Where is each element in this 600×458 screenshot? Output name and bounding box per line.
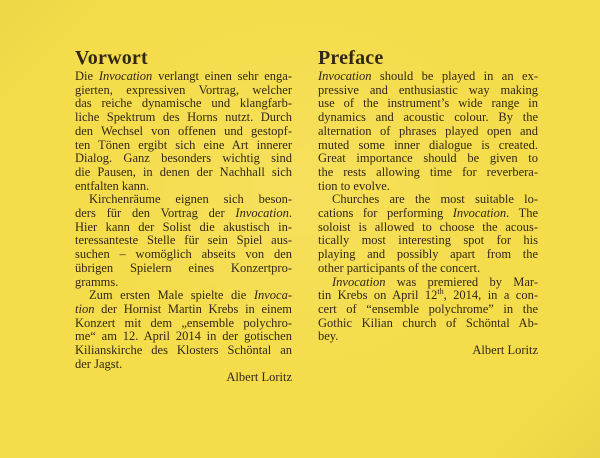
text-line: muted some inner dialogue is created.: [318, 137, 538, 152]
text-line: gramms.: [75, 274, 119, 289]
text-line: das reiche dynamische und klangfarb-: [75, 96, 292, 111]
paragraph: [318, 193, 538, 275]
column-heading-english: Preface: [318, 47, 384, 69]
text-line: Die Invocation verlangt einen sehr enga-: [75, 69, 292, 83]
text-line: Great importance should be given to: [318, 151, 538, 166]
paragraph: [75, 70, 292, 193]
text-line: bey.: [318, 329, 339, 344]
paragraph: [318, 70, 538, 193]
text-line: Zum ersten Male spielte die Invoca-: [89, 288, 292, 303]
text-line: suchen – womöglich abseits von den: [75, 247, 292, 262]
text-line: Gothic Kilian church of Schöntal Ab-: [318, 315, 538, 330]
column-body-english: [318, 70, 538, 344]
text-line: liche Spektrum des Horns nutzt. Durch: [75, 110, 292, 125]
text-line: ten Tönen ergibt sich eine Art innerer: [75, 137, 292, 152]
signature-german: Albert Loritz: [226, 370, 292, 385]
text-line: Kilianskirche des Klosters Schöntal an: [75, 343, 292, 358]
text-line: cations for performing Invocation. The: [318, 206, 538, 221]
text-line: use of the instrument’s wide range in: [318, 96, 538, 111]
text-line: Invocation was premiered by Mar-: [332, 274, 538, 289]
signature-english: Albert Loritz: [472, 343, 538, 358]
text-line: soloist is allowed to choose the acous-: [318, 219, 538, 234]
text-line: Kirchenräume eignen sich beson-: [89, 192, 292, 207]
column-body-german: [75, 70, 292, 371]
text-line: übrigen Spielern eines Konzertpro-: [75, 260, 292, 275]
text-line: cert of “ensemble polychrome” in the: [318, 301, 538, 316]
text-line: the rests allowing time for reverbera-: [318, 164, 538, 179]
text-line: teressanteste Stelle für sein Spiel aus-: [75, 233, 292, 248]
text-line: entfalten kann.: [75, 178, 150, 193]
text-line: alternation of phrases played open and: [318, 123, 538, 138]
text-line: tin Krebs on April 12th, 2014, in a con-: [318, 287, 538, 303]
column-heading-german: Vorwort: [75, 47, 148, 69]
text-line: den Wechsel von offenen und gestopf-: [75, 123, 292, 138]
text-line: Dialog. Ganz besonders wichtig sind: [75, 151, 292, 166]
text-line: Invocation should be played in an ex-: [318, 69, 538, 83]
paragraph: [75, 193, 292, 289]
text-line: Churches are the most suitable lo-: [332, 192, 538, 207]
text-line: Hier kann der Solist die akustisch in-: [75, 219, 292, 234]
text-line: ders für den Vortrag der Invocation.: [75, 206, 292, 221]
column-german: [75, 46, 292, 385]
text-line: tion der Hornist Martin Krebs in einem: [75, 301, 292, 316]
text-line: pressive and enthusiastic way making: [318, 82, 538, 97]
column-english: [318, 46, 538, 358]
text-line: Konzert mit dem „ensemble polychro-: [75, 315, 292, 330]
paragraph: [318, 276, 538, 345]
text-line: gierten, expressiven Vortrag, welcher: [75, 82, 292, 97]
text-line: dynamics and acoustic colour. By the: [318, 110, 538, 125]
paragraph: [75, 289, 292, 371]
text-line: tically most interesting spot for his: [318, 233, 538, 248]
text-line: tion to evolve.: [318, 178, 390, 193]
text-line: die Pausen, in denen der Nachhall sich: [75, 164, 292, 179]
text-line: playing and possibly apart from the: [318, 247, 538, 262]
text-line: other participants of the concert.: [318, 260, 481, 275]
text-line: me“ am 12. April 2014 in der gotischen: [75, 329, 292, 344]
text-line: der Jagst.: [75, 356, 123, 371]
